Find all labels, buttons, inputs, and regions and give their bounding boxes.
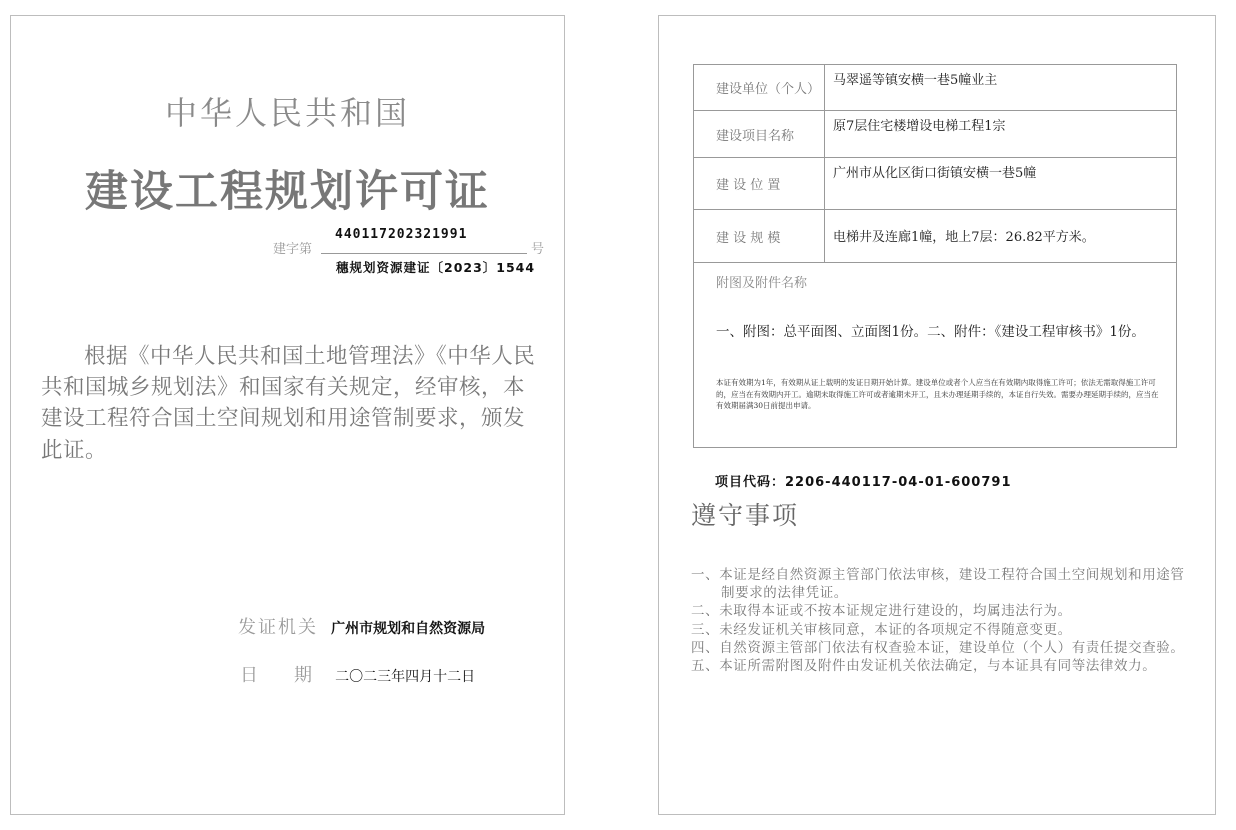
row-value: 广州市从化区街口街镇安横一巷5幢 [833,166,1037,181]
row-value: 马翠遥等镇安横一巷5幢业主 [833,73,998,88]
row-label: 建设单位（个人） [694,65,825,110]
row-label: 建 设 位 置 [694,158,825,209]
certificate-reference: 穗规划资源建证〔2023〕1544 [336,260,536,275]
row-value: 原7层住宅楼增设电梯工程1宗 [833,119,1006,134]
certificate-title: 建设工程规划许可证 [85,167,490,217]
date-label: 日 期 [240,665,312,686]
certificate-front-page [10,15,565,815]
number-prefix: 建字第 [273,242,313,257]
issuer-row [238,613,485,639]
country-title: 中华人民共和国 [164,94,410,132]
table-row [694,210,1176,263]
row-label: 建设项目名称 [694,111,825,157]
rules-list [691,566,1191,675]
rule-item: 五、本证所需附图及附件由发证机关依法确定，与本证具有同等法律效力。 [691,658,1157,675]
attachments-label: 附图及附件名称 [716,276,808,291]
info-table [693,64,1177,448]
attachments-value: 一、附图：总平面图、立面图1份。二、附件：《建设工程审核书》1份。 [716,324,1145,340]
number-suffix: 号 [531,242,545,257]
validity-note: 本证有效期为1年，有效期从证上载明的发证日期开始计算。建设单位或者个人应当在有效期内取得施工许可；依法无需取得施工许可的，应当在有效期内开工。逾期未取得施工许可或者逾期未开工，且未办理延期手续的，本证自行失效。需要办理延期手续的，应当在有效期届满30日前提出申请。 [716,378,1159,411]
date-row [240,661,475,687]
number-underline [321,253,527,254]
table-row [694,65,1176,111]
issue-date: 二〇二三年四月十二日 [335,669,476,685]
certificate-number-row [273,227,553,257]
certificate-number: 440117202321991 [335,227,468,242]
certificate-back-page [658,15,1216,815]
project-code: 项目代码：2206-440117-04-01-600791 [715,475,1012,490]
row-value: 电梯井及连廊1幢，地上7层：26.82平方米。 [833,230,1095,245]
table-row [694,111,1176,158]
rules-title: 遵守事项 [691,501,800,530]
rule-item: 三、未经发证机关审核同意，本证的各项规定不得随意变更。 [691,621,1072,638]
issuer-value: 广州市规划和自然资源局 [331,621,486,637]
row-label: 建 设 规 模 [694,210,825,262]
rule-item: 二、未取得本证或不按本证规定进行建设的，均属违法行为。 [691,603,1072,620]
rule-item: 一、本证是经自然资源主管部门依法审核，建设工程符合国土空间规划和用途管制要求的法律凭证。 [691,567,1185,602]
rule-item: 四、自然资源主管部门依法有权查验本证，建设单位（个人）有责任提交查验。 [691,639,1185,656]
table-row [694,158,1176,210]
intro-text: 根据《中华人民共和国土地管理法》《中华人民共和国城乡规划法》和国家有关规定，经审核，本建设工程符合国土空间规划和用途管制要求，颁发此证。 [41,344,536,463]
issuer-label: 发证机关 [238,617,318,638]
